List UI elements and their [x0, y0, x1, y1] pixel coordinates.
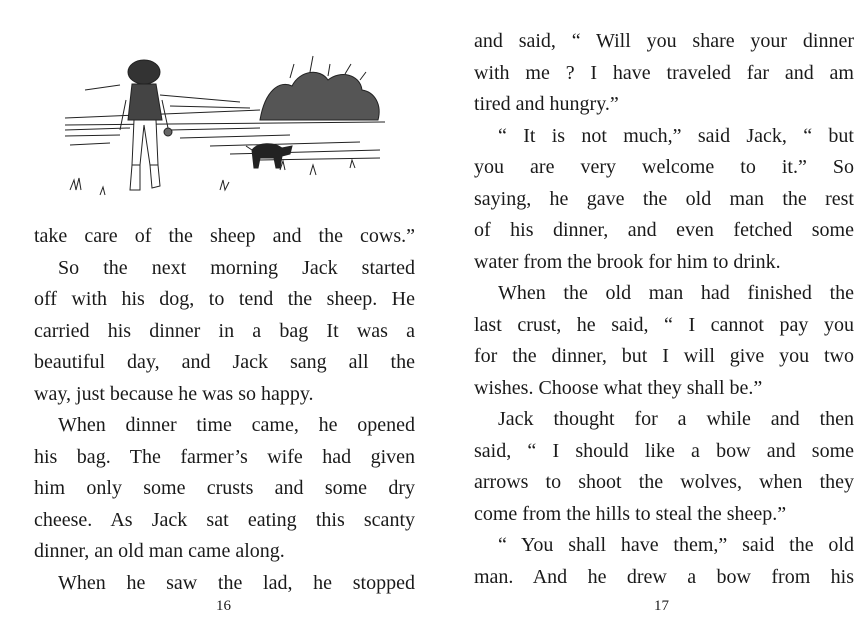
- text-line: cheese. As Jack sat eating this scanty: [34, 508, 415, 531]
- page-number: 17: [654, 598, 669, 614]
- text-line: When he saw the lad, he stopped: [58, 571, 415, 594]
- text-line: arrows to shoot the wolves, when they: [474, 471, 854, 493]
- text-line: dinner, an old man came along.: [34, 540, 285, 562]
- text-line: of his dinner, and even fetched some: [474, 219, 854, 241]
- text-line: take care of the sheep and the cows.”: [34, 225, 415, 247]
- text-line: him only some crusts and some dry: [34, 477, 415, 499]
- text-line: off with his dog, to tend the sheep. He: [34, 288, 415, 310]
- text-line: “ It is not much,” said Jack, “ but: [498, 124, 854, 147]
- text-line: for the dinner, but I will give you two: [474, 345, 854, 367]
- text-line: saying, he gave the old man the rest: [474, 187, 854, 210]
- text-line: wishes. Choose what they shall be.”: [474, 376, 763, 399]
- text-line: “ You shall have them,” said the old: [498, 534, 854, 556]
- text-line: said, “ I should like a bow and some: [474, 439, 854, 462]
- left-page-text: [34, 221, 415, 599]
- text-line: and said, “ Will you share your dinner: [474, 30, 854, 52]
- text-line: Jack thought for a while and then: [498, 408, 854, 430]
- right-page-text: [474, 26, 854, 593]
- page-number: 16: [216, 598, 231, 614]
- text-line: carried his dinner in a bag It was a: [34, 319, 415, 342]
- text-line: So the next morning Jack started: [58, 256, 415, 279]
- text-line: last crust, he said, “ I cannot pay you: [474, 313, 854, 336]
- text-line: his bag. The farmer’s wife had given: [34, 445, 415, 468]
- text-line: come from the hills to steal the sheep.”: [474, 502, 787, 525]
- text-line: way, just because he was so happy.: [34, 382, 314, 405]
- text-line: with me ? I have traveled far and am: [474, 61, 854, 84]
- text-line: When the old man had finished the: [498, 282, 854, 304]
- text-line: beautiful day, and Jack sang all the: [34, 351, 415, 373]
- text-line: tired and hungry.”: [474, 93, 619, 115]
- text-line: man. And he drew a bow from his: [474, 565, 854, 588]
- text-line: you are very welcome to it.” So: [474, 156, 854, 178]
- text-line: When dinner time came, he opened: [58, 414, 415, 436]
- text-line: water from the brook for him to drink.: [474, 250, 781, 273]
- right-page: [434, 0, 868, 628]
- boy-dog-meadow-illustration: [60, 50, 390, 200]
